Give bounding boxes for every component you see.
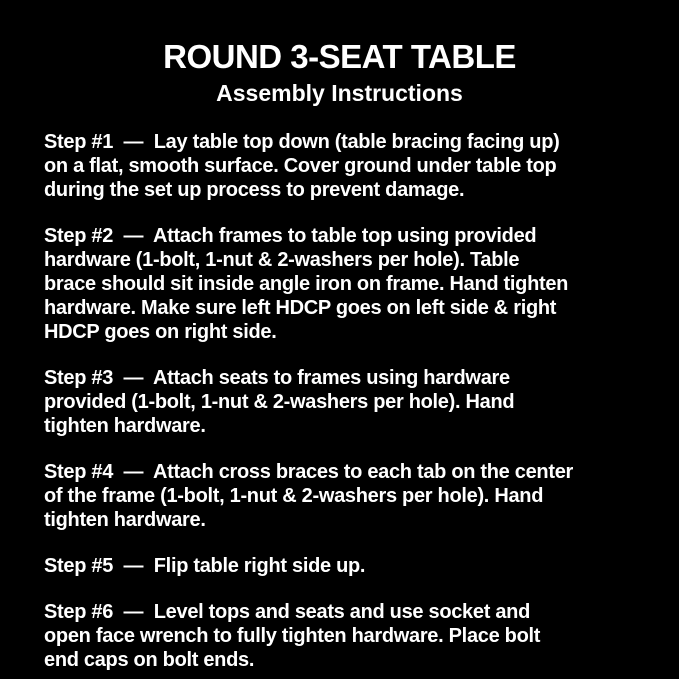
step-4-paragraph: Step #4 — Attach cross braces to each tab on the center of the frame (1-bolt, 1-nut & 2-washers per hole). Hand tighten hardware.: [44, 461, 573, 531]
header: [0, 0, 679, 108]
step-6-paragraph: Step #6 — Level tops and seats and use socket and open face wrench to fully tighten hardware. Place bolt end caps on bolt ends.: [44, 601, 541, 671]
step-1-paragraph: Step #1 — Lay table top down (table bracing facing up) on a flat, smooth surface. Cover ground under table top during the set up process to prevent damage.: [44, 131, 560, 201]
step-2-paragraph: Step #2 — Attach frames to table top using provided hardware (1-bolt, 1-nut & 2-washers per hole). Table brace should sit inside angle iron on frame. Hand tighten hardware. Make sure left HDCP goes on left side & right HDCP goes on right side.: [44, 225, 569, 343]
step-5-paragraph: Step #5 — Flip table right side up.: [44, 555, 366, 577]
step-3-paragraph: Step #3 — Attach seats to frames using hardware provided (1-bolt, 1-nut & 2-washers per hole). Hand tighten hardware.: [44, 367, 515, 437]
page-title: ROUND 3-SEAT TABLE: [163, 38, 516, 75]
page-subtitle: Assembly Instructions: [216, 80, 463, 106]
steps-list: [0, 130, 679, 672]
